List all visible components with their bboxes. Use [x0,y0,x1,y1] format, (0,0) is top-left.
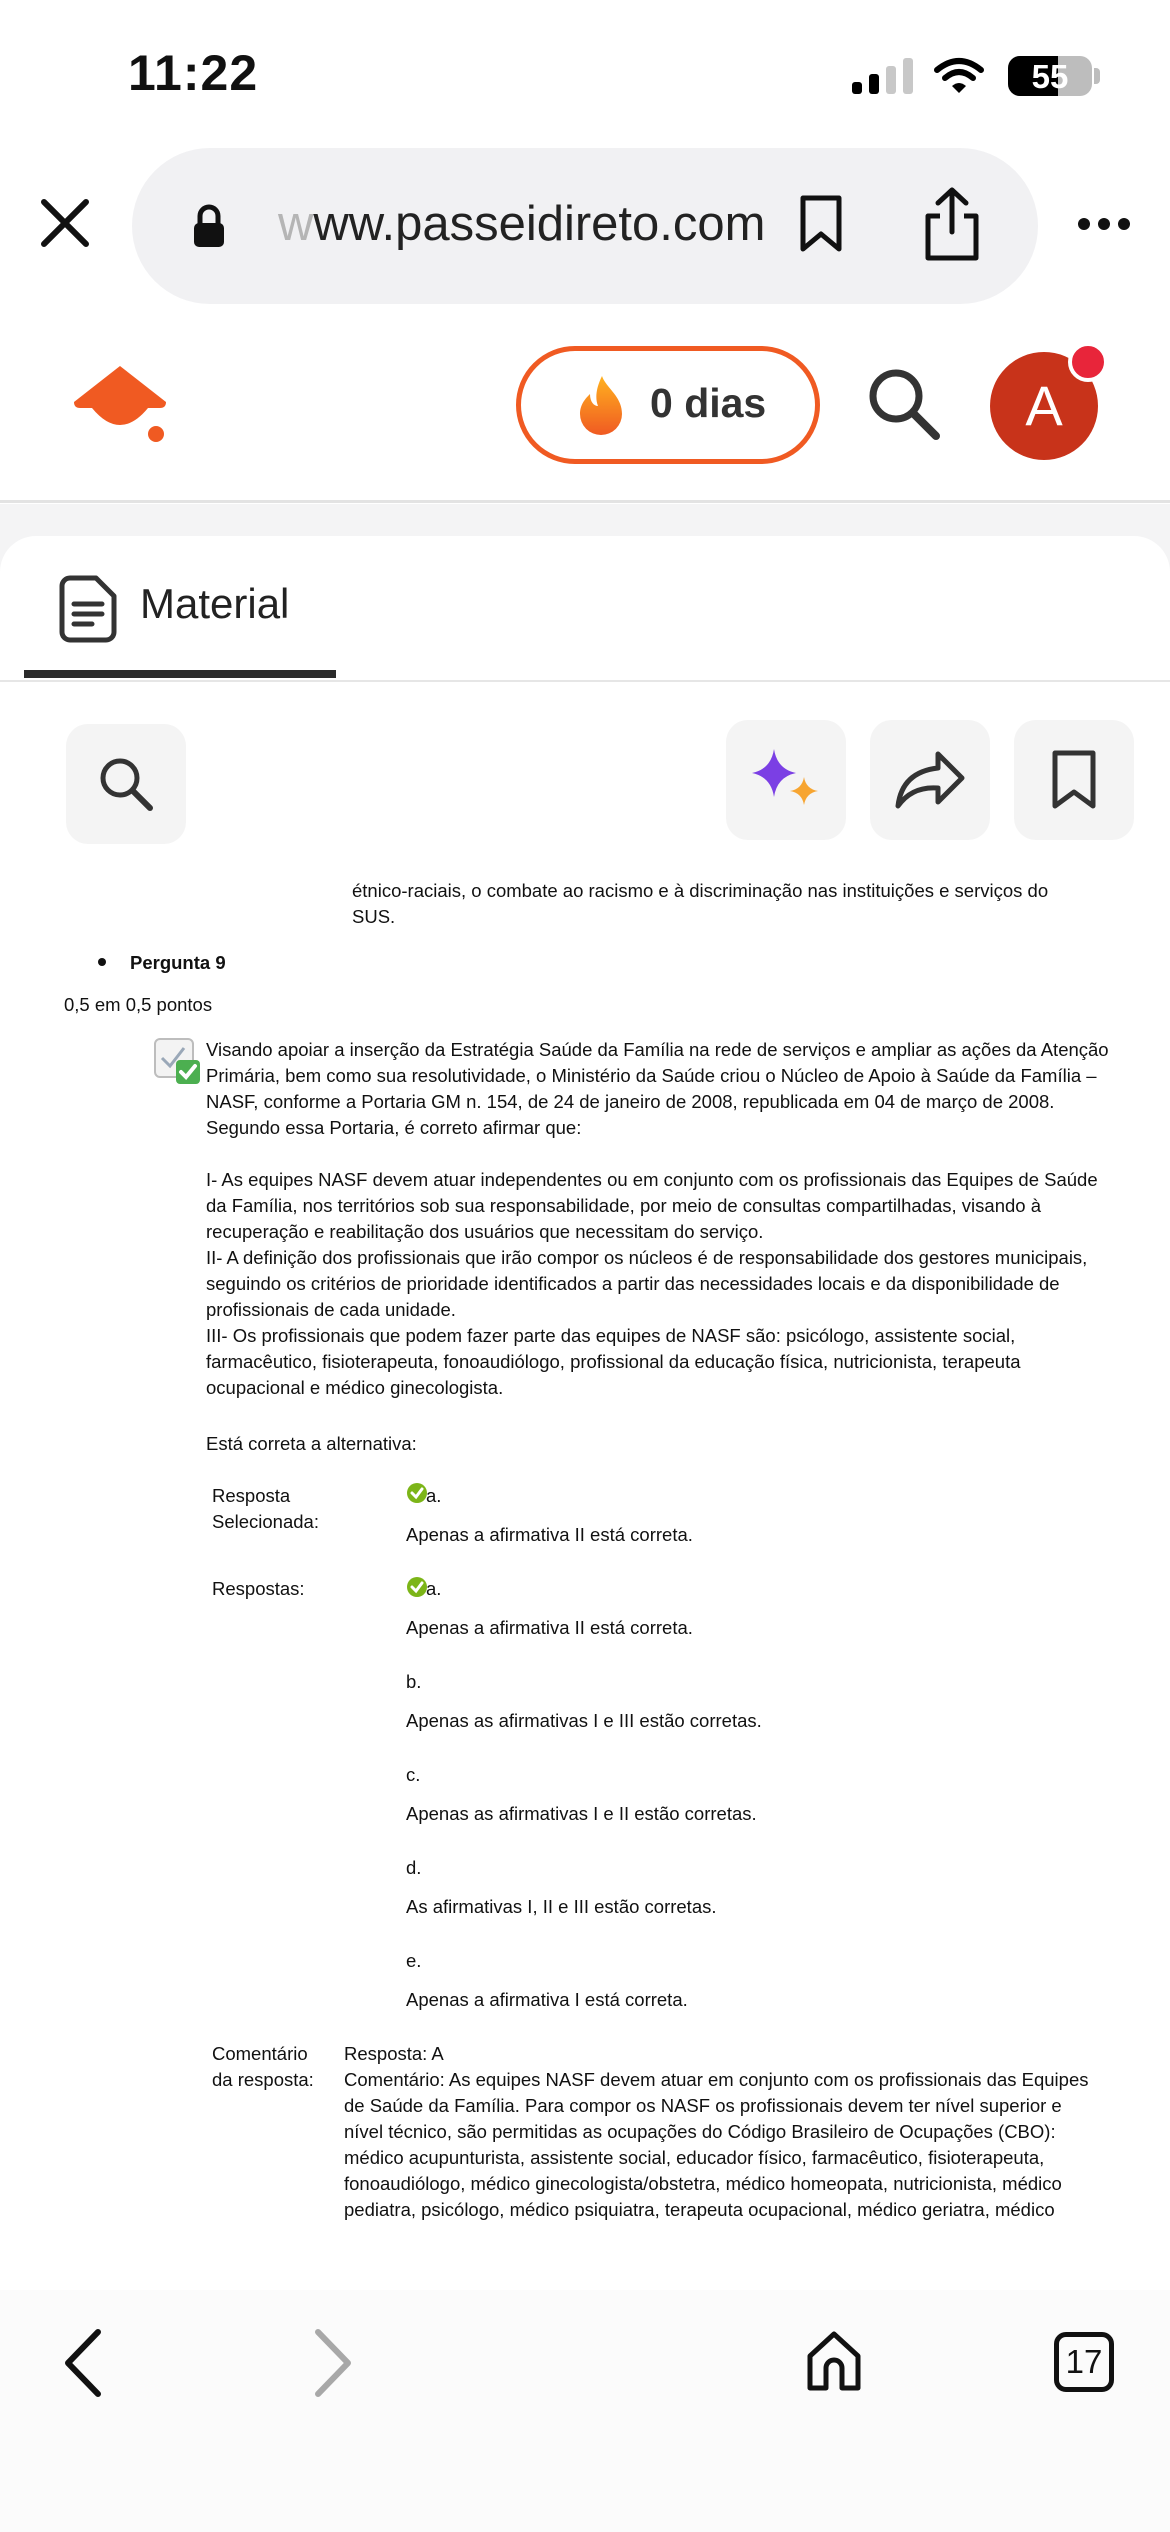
save-document-button[interactable] [1014,720,1134,840]
question-score: 0,5 em 0,5 pontos [64,994,213,1015]
flame-icon [576,374,626,436]
home-icon[interactable] [804,2330,864,2394]
selected-answer-label [212,1483,319,1535]
close-icon[interactable] [40,198,90,248]
forward-arrow-icon [892,748,968,812]
passeidireto-logo-icon[interactable] [70,362,170,446]
statement-line: recuperação e reabilitação dos usuários que necessitam do serviço. [206,1221,764,1242]
statement-line: II- A definição dos profissionais que irão compor os núcleos é de responsabilidade dos gestores municipais, [206,1247,1088,1268]
check-circle-icon [406,1576,428,1598]
intro-line: étnico-raciais, o combate ao racismo e à discriminação nas instituições e serviços do [352,880,1049,901]
header-divider [0,500,1170,503]
statement-line: profissionais de cada unidade. [206,1299,456,1320]
lock-icon [192,204,226,248]
ai-assistant-button[interactable] [726,720,846,840]
question-line: Primária, bem como sua resolutividade, o Ministério da Saúde criou o Núcleo de Apoio à Saúde da Família – [206,1065,1097,1086]
question-line: NASF, conforme a Portaria GM n. 154, de 24 de janeiro de 2008, republicada em 04 de março de 2008. [206,1091,1055,1112]
battery-nub [1094,68,1100,84]
search-icon[interactable] [866,366,942,442]
question-title: Pergunta 9 [130,952,226,973]
cellular-signal-icon [852,58,913,94]
question-prompt: Está correta a alternativa: [206,1433,417,1454]
url-main-text: ww.passeidireto.com [313,197,766,251]
comment-line: fonoaudiólogo, médico ginecologista/obstetra, médico homeopata, nutricionista, médico [344,2173,1062,2194]
question-line: Visando apoiar a inserção da Estratégia Saúde da Família na rede de serviços e ampliar as ações da Atenção [206,1039,1109,1060]
tabs-button[interactable]: 17 [1054,2332,1114,2392]
answer-text: Apenas as afirmativas I e II estão corretas. [406,1803,757,1824]
search-icon [96,754,156,814]
comment-label [212,2041,314,2093]
selected-label-line: Selecionada: [212,1511,319,1532]
statement-line: ocupacional e médico ginecologista. [206,1377,504,1398]
url-text[interactable] [278,196,765,252]
correct-answer-icon [152,1036,202,1086]
selected-answer-text: Apenas a afirmativa II está correta. [406,1524,693,1545]
tab-material[interactable]: Material [140,580,290,627]
statement-line: da Família, nos territórios sob sua responsabilidade, por meio de consultas compartilhadas, visando à [206,1195,1042,1216]
comment-line: médico acupunturista, assistente social, educador físico, farmacêutico, fisioterapeuta, [344,2147,1045,2168]
answer-letter: b. [406,1671,422,1692]
share-icon[interactable] [922,186,982,262]
share-document-button[interactable] [870,720,990,840]
bottom-toolbar [0,2290,1170,2532]
answer-text: Apenas a afirmativa I está correta. [406,1989,688,2010]
back-arrow-icon[interactable] [60,2328,106,2398]
forward-arrow-icon[interactable] [310,2328,356,2398]
battery-level: 55 [1031,58,1069,95]
more-options-icon[interactable] [1076,216,1132,232]
avatar[interactable]: A [990,352,1098,460]
wifi-icon [934,56,984,96]
document-icon [58,574,118,644]
comment-line: Comentário: As equipes NASF devem atuar em conjunto com os profissionais das Equipes [344,2069,1089,2090]
comment-label-line: Comentário [212,2043,308,2064]
tab-active-indicator [24,670,336,678]
statement-line: seguindo os critérios de prioridade identificados a partir das necessidades locais e da disponibilidade de [206,1273,1060,1294]
bookmark-icon[interactable] [798,194,844,254]
battery-indicator [1008,56,1092,96]
bullet-icon [98,958,106,966]
question-text [206,1037,1109,1141]
statement-line: III- Os profissionais que podem fazer parte das equipes de NASF são: psicólogo, assistente social, [206,1325,1016,1346]
answer-letter: c. [406,1764,421,1785]
streak-label: 0 dias [650,380,767,426]
statement-line: I- As equipes NASF devem atuar independentes ou em conjunto com os profissionais das Equipes de Saúde [206,1169,1098,1190]
sparkle-icon [748,747,824,813]
comment-line: nível técnico, são permitidas as ocupações do Código Brasileiro de Ocupações (CBO): [344,2121,1056,2142]
tab-divider [0,680,1170,682]
comment-line: Resposta: A [344,2043,444,2064]
answer-text: Apenas as afirmativas I e III estão corretas. [406,1710,762,1731]
question-line: Segundo essa Portaria, é correto afirmar que: [206,1117,582,1138]
answer-text: Apenas a afirmativa II está correta. [406,1617,693,1638]
comment-label-line: da resposta: [212,2069,314,2090]
check-circle-icon [406,1482,428,1504]
intro-line: SUS. [352,906,396,927]
comment-line: de Saúde da Família. Para compor os NASF os profissionais devem ter nível superior e [344,2095,1062,2116]
answer-letter: e. [406,1950,422,1971]
selected-answer-letter: a. [426,1485,442,1506]
comment-line: pediatra, psicólogo, médico psiquiatra, terapeuta ocupacional, médico geriatra, médico [344,2199,1055,2220]
answer-letter: a. [426,1578,442,1599]
url-faded-text: w [278,197,314,251]
answer-letter: d. [406,1857,422,1878]
statement-line: farmacêutico, fisioterapeuta, fonoaudiólogo, profissional da educação física, nutricionista, terapeuta [206,1351,1021,1372]
intro-text [352,878,1048,930]
search-document-button[interactable] [66,724,186,844]
answer-text: As afirmativas I, II e III estão corretas. [406,1896,717,1917]
selected-label-line: Resposta [212,1485,291,1506]
notification-dot [1068,342,1108,382]
bookmark-icon [1049,749,1099,811]
comment-text [344,2041,1089,2223]
answers-label: Respostas: [212,1578,305,1599]
statements-text [206,1167,1098,1401]
status-time: 11:22 [128,45,259,101]
